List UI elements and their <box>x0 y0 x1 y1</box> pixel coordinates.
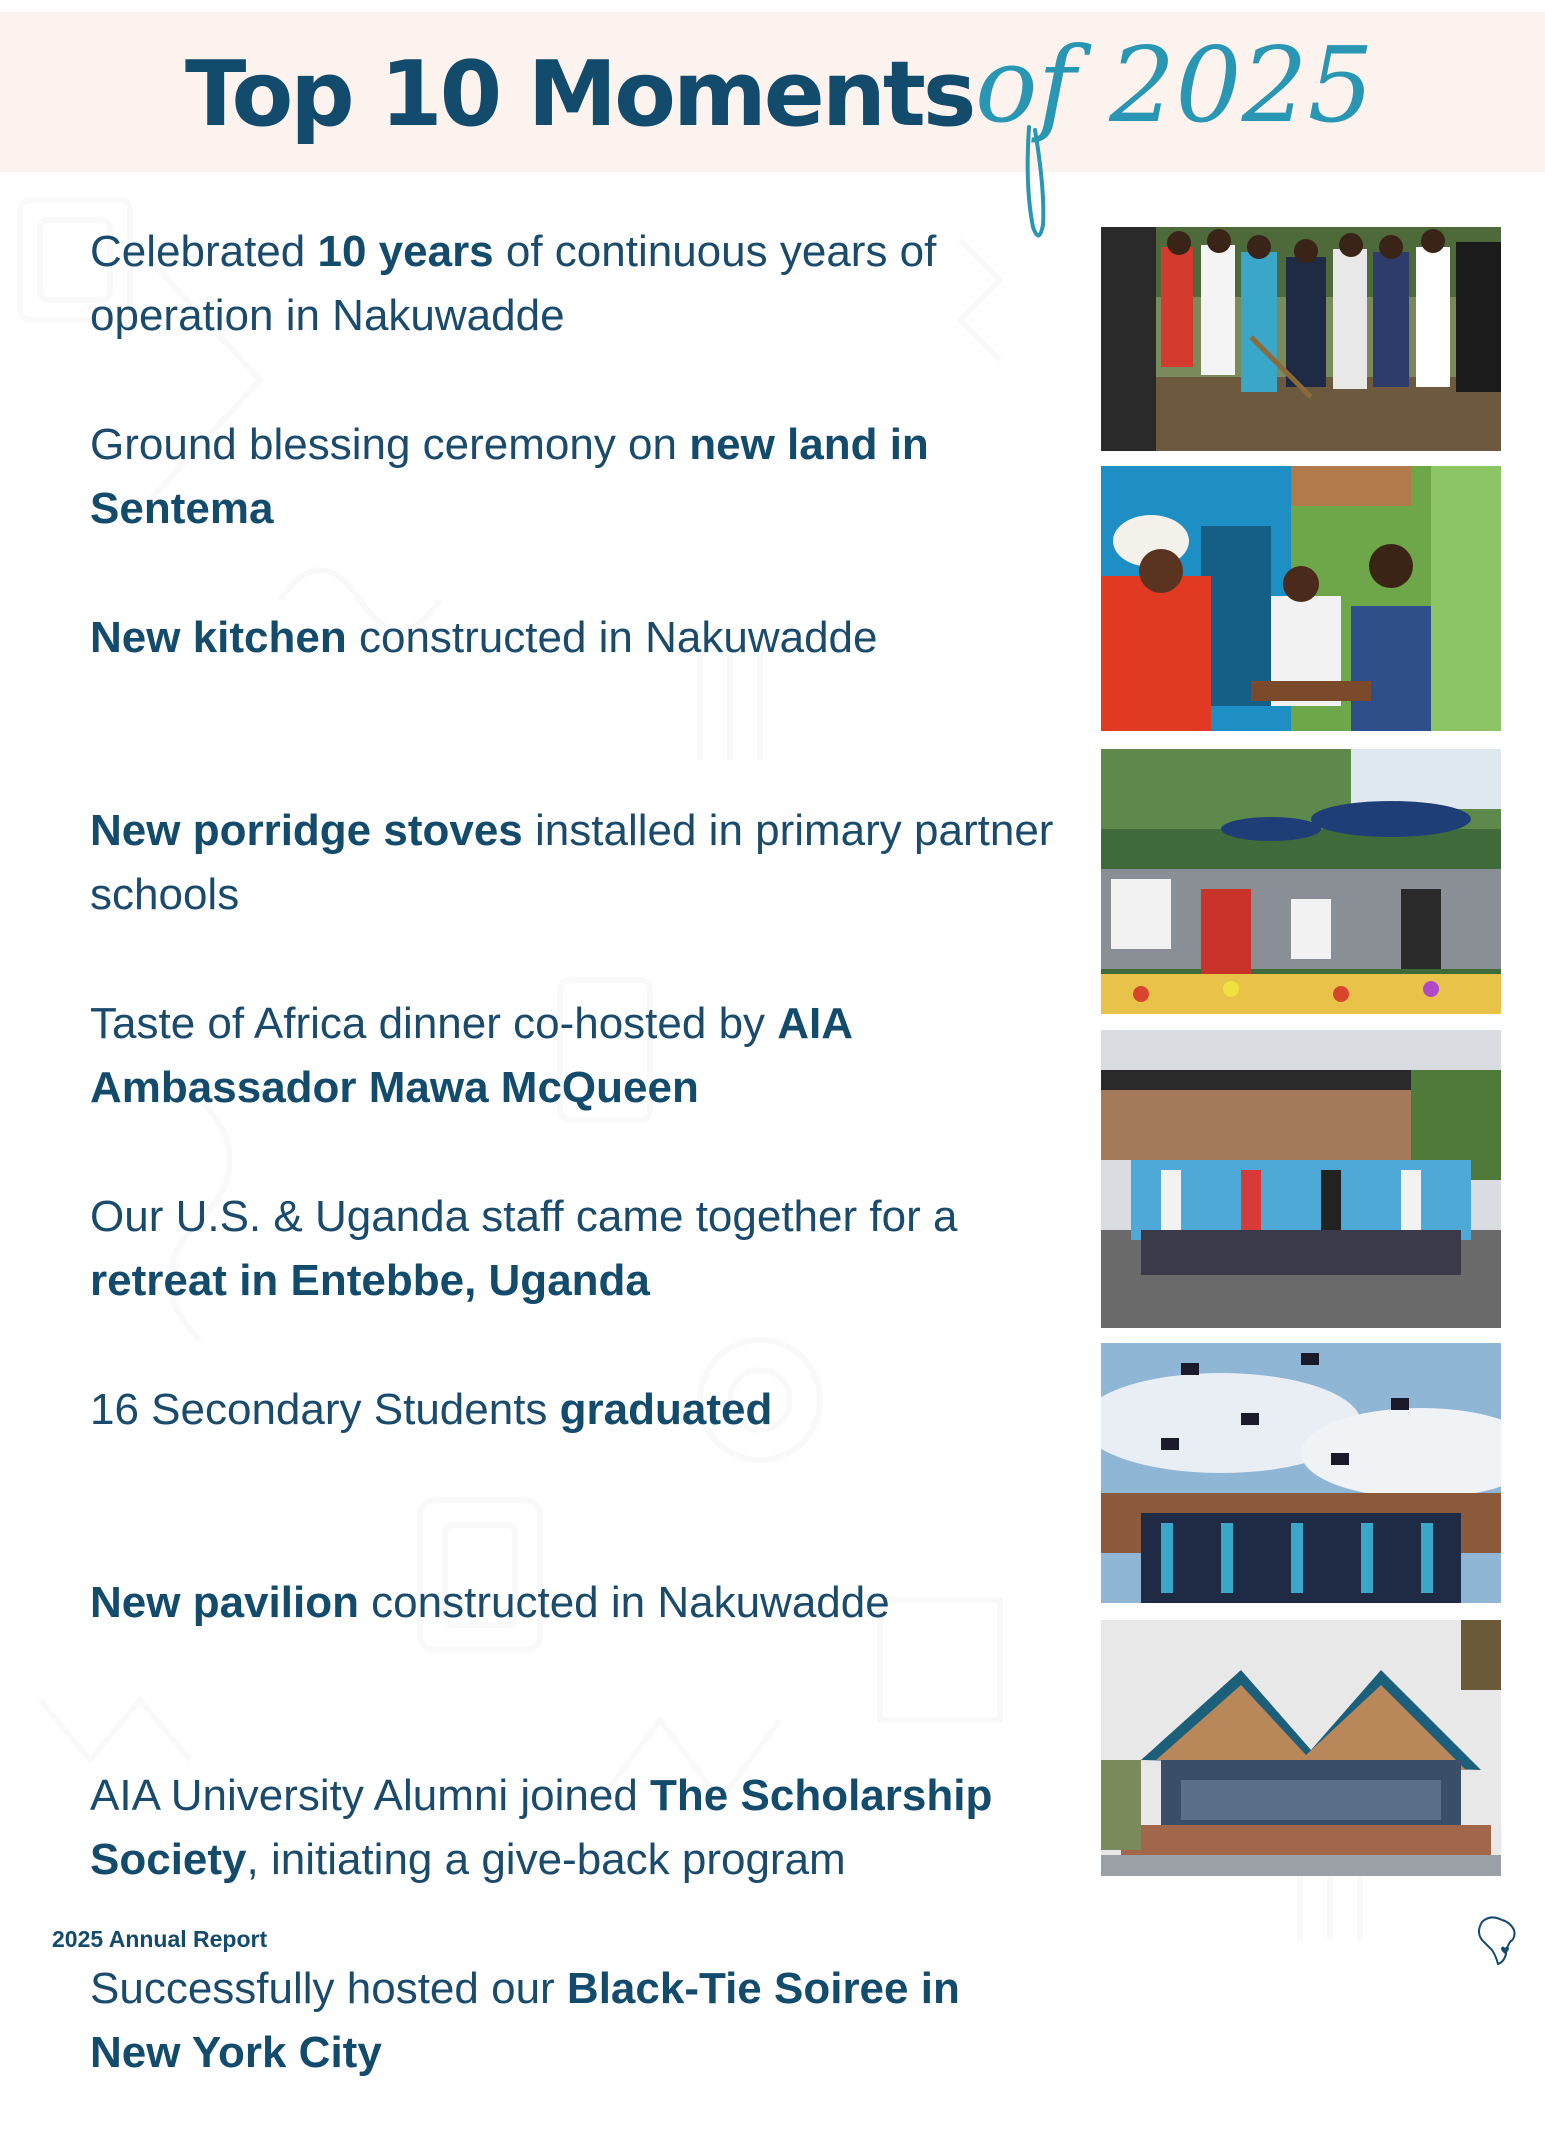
moment-text: Our U.S. & Uganda staff came together for a <box>90 1192 958 1241</box>
footer-label: 2025 Annual Report <box>52 1926 268 1952</box>
moment-highlight: new land in Sentema <box>90 420 929 533</box>
page-title-script: of 2025 <box>975 24 1374 146</box>
moment-item <box>90 1185 1060 1378</box>
moment-highlight: The Scholarship Society <box>90 1771 993 1884</box>
photo-staff-retreat <box>1101 1030 1501 1328</box>
photo-graduation <box>1101 1343 1501 1603</box>
moment-item <box>90 606 1060 799</box>
photo-new-kitchen <box>1101 466 1501 731</box>
moment-text: AIA University Alumni joined <box>90 1771 651 1820</box>
moment-item <box>90 1957 1060 2150</box>
moment-text: constructed in Nakuwadde <box>346 613 878 662</box>
moment-item <box>90 220 1060 413</box>
moment-item <box>90 799 1060 992</box>
moment-text: Ground blessing ceremony on <box>90 420 690 469</box>
moment-text: constructed in Nakuwadde <box>358 1578 890 1627</box>
moment-text: of continuous years of operation in Nakuwadde <box>90 227 937 340</box>
photo-new-pavilion <box>1101 1620 1501 1876</box>
moments-list <box>90 220 1060 2150</box>
moment-highlight: 10 years <box>317 227 494 276</box>
moment-highlight: graduated <box>559 1385 773 1434</box>
photo-dinner-event <box>1101 749 1501 1014</box>
moment-item <box>90 1378 1060 1571</box>
moment-text: installed in primary partner schools <box>90 806 1054 919</box>
moment-item <box>90 992 1060 1185</box>
moment-highlight: New kitchen <box>90 613 347 662</box>
moment-item <box>90 413 1060 606</box>
moment-text: 16 Secondary Students <box>90 1385 560 1434</box>
moment-item <box>90 1571 1060 1764</box>
page-title: Top 10 Moments <box>185 42 974 147</box>
moment-text: Successfully hosted our <box>90 1964 567 2013</box>
moment-text: Taste of Africa dinner co-hosted by <box>90 999 778 1048</box>
moment-highlight: New porridge stoves <box>90 806 523 855</box>
moment-highlight: Black-Tie Soiree in New York City <box>90 1964 960 2077</box>
moment-highlight: retreat in Entebbe, Uganda <box>90 1256 650 1305</box>
moment-text: Celebrated <box>90 227 318 276</box>
africa-heart-logo-icon <box>1474 1914 1520 1966</box>
moment-highlight: AIA Ambassador Mawa McQueen <box>90 999 852 1112</box>
photo-ground-blessing <box>1101 227 1501 451</box>
moment-text: , initiating a give-back program <box>246 1835 846 1884</box>
moment-highlight: New pavilion <box>90 1578 359 1627</box>
